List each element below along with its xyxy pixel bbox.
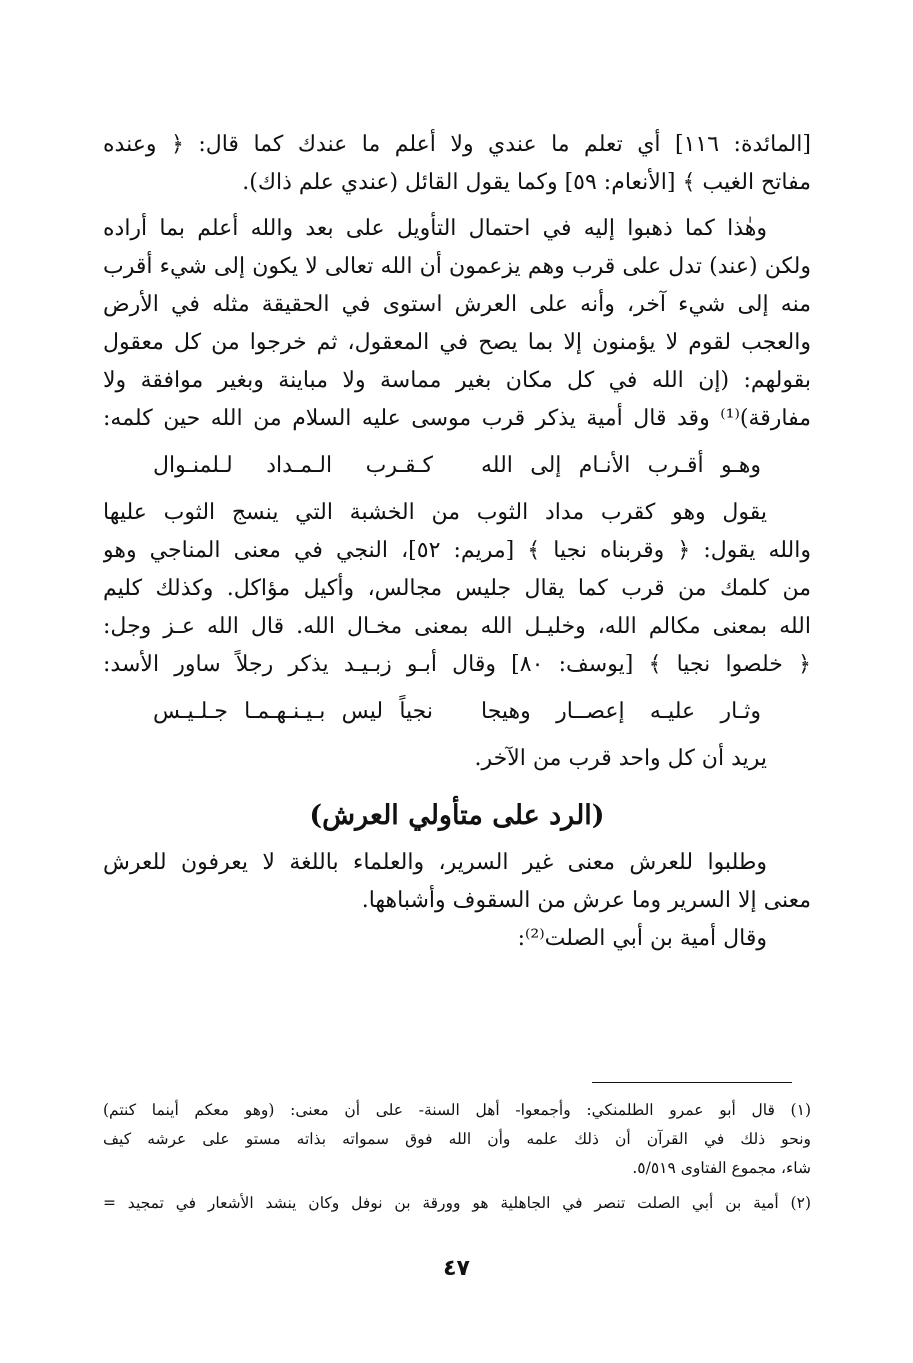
footnote-line: شاء، مجموع الفتاوى ٥/٥١٩. — [632, 1159, 811, 1177]
text-line: وهٰذا كما ذهبوا إليه في احتمال التأويل على بعد والله أعلم بما أراده — [103, 216, 767, 241]
footnotes — [103, 1096, 811, 1218]
text-line: يقول وهو كقرب مداد الثوب من الخشبة التي ينسج الثوب عليها — [103, 500, 767, 525]
text-line: الله بمعنى مكالم الله، وخليـل الله بمعنى مخـال الله. قال الله عـز وجل: — [103, 614, 811, 639]
footnote-separator — [592, 1082, 792, 1083]
section-heading: (الرد على متأولي العرش) — [309, 800, 605, 831]
footnote-line: (١) قال أبو عمرو الطلمنكي: وأجمعوا- أهل السنة- على أن معنى: (وهو معكم أينما كنتم) — [103, 1101, 811, 1119]
poem-verse — [103, 446, 811, 486]
text-line: معنى إلا السرير وما عرش من السقوف وأشباهها. — [361, 888, 811, 913]
verse-second-hemistich: نجياً ليس بـيـنـهـمـا جـلـيـس — [153, 699, 433, 724]
text-line: وطلبوا للعرش معنى غير السرير، والعلماء باللغة لا يعرفون للعرش — [103, 850, 767, 875]
text-line: ولكن (عند) تدل على قرب وهم يزعمون أن الله تعالى لا يكون إلى شيء أقرب — [103, 254, 811, 279]
text-line: من كلمك من قرب كما يقال جليس مجالس، وأكيل مؤاكل. وكذلك كليم — [103, 576, 811, 601]
text-line: وقال أمية بن أبي الصلت⁽²⁾: — [517, 926, 767, 951]
text-line: [المائدة: ١١٦] أي تعلم ما عندي ولا أعلم ما عندك كما قال: ﴿ وعنده — [103, 132, 811, 157]
footnote-line: (٢) أمية بن أبي الصلت تنصر في الجاهلية هو وورقة بن نوفل وكان ينشد الأشعار في تمجيد = — [103, 1194, 811, 1212]
footnote-line: ونحو ذلك في القرآن أن ذلك علمه وأن الله فوق سمواته بذاته مستو على عرشه كيف — [103, 1130, 811, 1148]
verse-first-hemistich: وثـار عليـه إعصــار وهيجا — [481, 699, 761, 724]
verse-second-hemistich: كـقـرب الـمـداد لـلمنـوال — [153, 453, 433, 478]
main-text — [103, 126, 811, 958]
text-line: يريد أن كل واحد قرب من الآخر. — [474, 746, 767, 771]
poem-verse — [103, 692, 811, 732]
text-line: والعجب لقوم لا يؤمنون إلا بما يصح في المعقول، ثم خرجوا من كل معقول — [103, 330, 811, 355]
text-line: مفارقة)⁽¹⁾ وقد قال أمية يذكر قرب موسى عليه السلام من الله حين كلمه: — [103, 406, 811, 431]
text-line: بقولهم: (إن الله في كل مكان بغير مماسة ولا مباينة وبغير موافقة ولا — [103, 368, 811, 393]
text-line: منه إلى شيء آخر، وأنه على العرش استوى في الحقيقة مثله في الأرض — [103, 292, 811, 317]
page-number: ٤٧ — [443, 1256, 470, 1281]
text-line: مفاتح الغيب ﴾ [الأنعام: ٥٩] وكما يقول القائل (عندي علم ذاك). — [242, 170, 811, 195]
verse-first-hemistich: وهـو أقـرب الأنـام إلى الله — [481, 453, 761, 478]
text-line: ﴿ خلصوا نجيا ﴾ [يوسف: ٨٠] وقال أبـو زبـيـد يذكر رجلاً ساور الأسد: — [103, 652, 811, 677]
text-line: والله يقول: ﴿ وقربناه نجيا ﴾ [مريم: ٥٢]، النجي في معنى المناجي وهو — [103, 538, 811, 563]
